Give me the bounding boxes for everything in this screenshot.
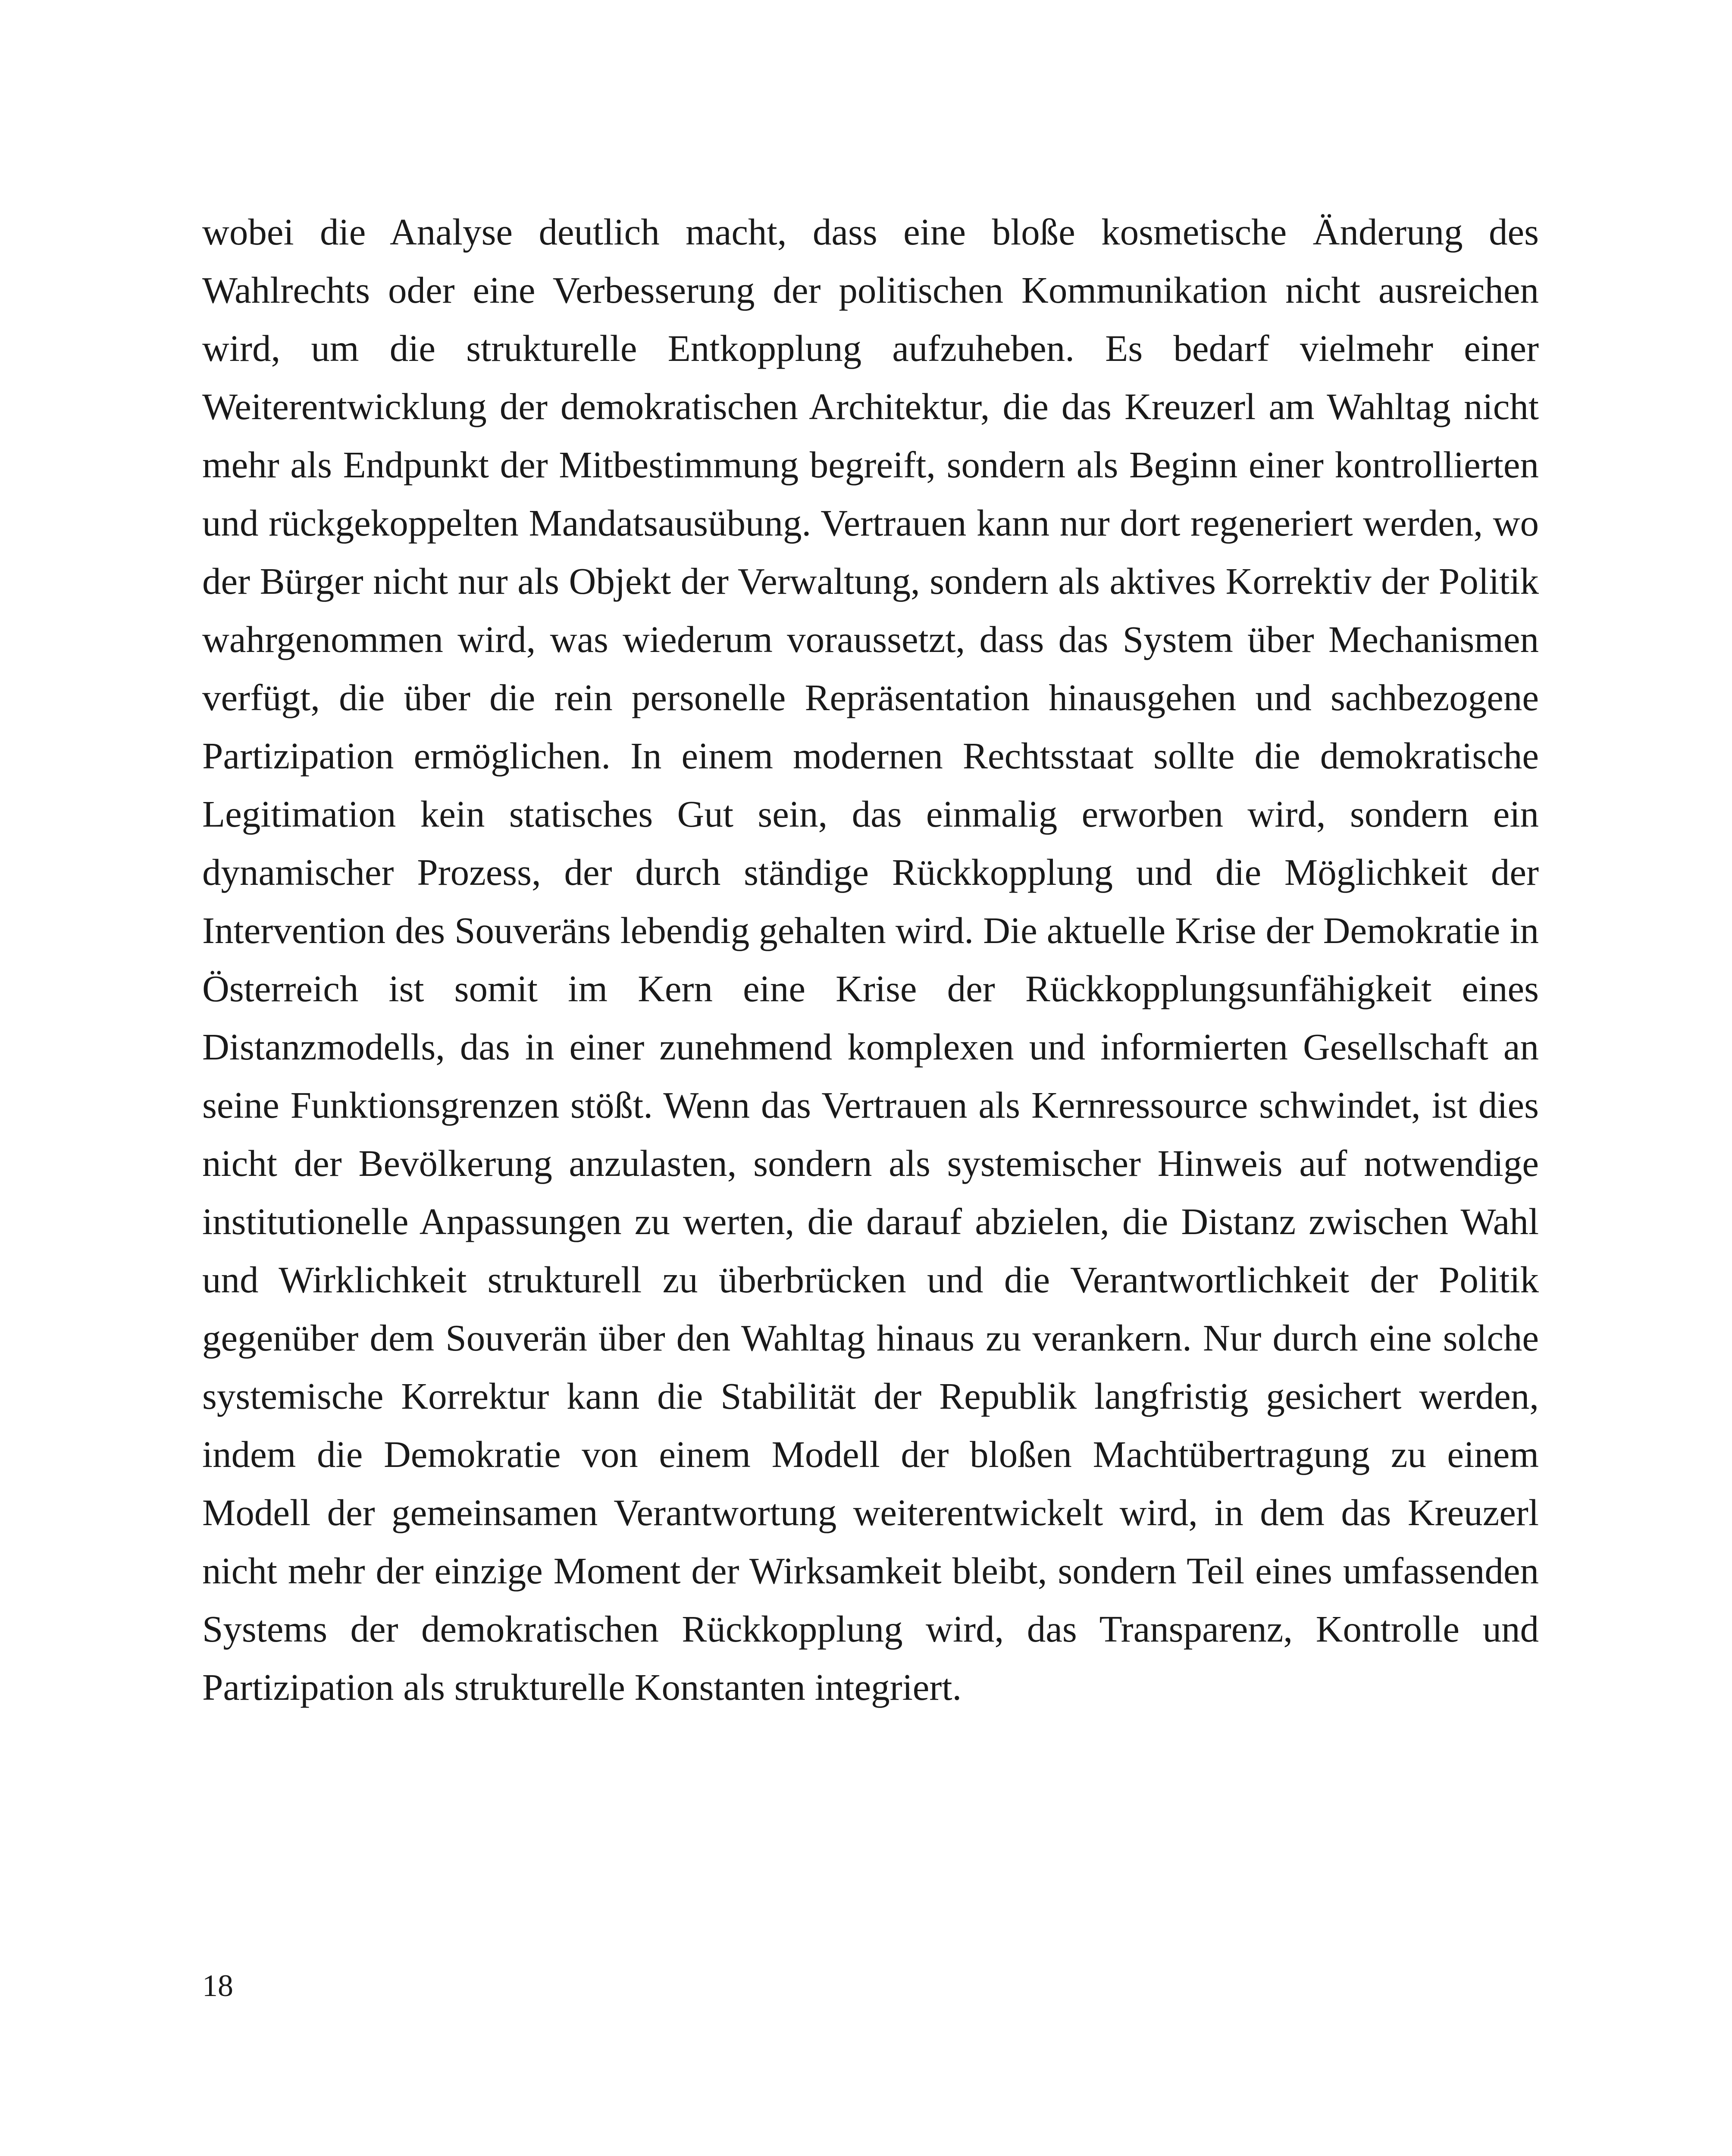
body-paragraph: wobei die Analyse deutlich macht, dass eine bloße kosmetische Änderung des Wahlrechts oder eine Verbesserung der politischen Kommunikation nicht ausreichen wird, um die strukturelle Entkopplung aufzuheben. Es bedarf vielmehr einer Weiterentwicklung der demokratischen Architektur, die das Kreuzerl am Wahltag nicht mehr als Endpunkt der Mitbestimmung begreift, sondern als Beginn einer kontrollierten und rückgekoppelten Mandatsausübung. Vertrauen kann nur dort regeneriert werden, wo der Bürger nicht nur als Objekt der Verwaltung, sondern als aktives Korrektiv der Politik wahrgenommen wird, was wiederum voraussetzt, dass das System über Mechanismen verfügt, die über die rein personelle Repräsentation hinausgehen und sachbezogene Partizipation ermöglichen. In einem modernen Rechtsstaat sollte die demokratische Legitimation kein statisches Gut sein, das einmalig erworben wird, sondern ein dynamischer Prozess, der durch ständige Rückkopplung und die Möglichkeit der Intervention des Souveräns lebendig gehalten wird. Die aktuelle Krise der Demokratie in Österreich ist somit im Kern eine Krise der Rückkopplungsunfähigkeit eines Distanzmodells, das in einer zunehmend komplexen und informierten Gesellschaft an seine Funktionsgrenzen stößt. Wenn das Vertrauen als Kernressource schwindet, ist dies nicht der Bevölkerung anzulasten, sondern als systemischer Hinweis auf notwendige institutionelle Anpassungen zu werten, die darauf abzielen, die Distanz zwischen Wahl und Wirklichkeit strukturell zu überbrücken und die Verantwortlichkeit der Politik gegenüber dem Souverän über den Wahltag hinaus zu verankern. Nur durch eine solche systemische Korrektur kann die Stabilität der Republik langfristig gesichert werden, indem die Demokratie von einem Modell der bloßen Machtübertragung zu einem Modell der gemeinsamen Verantwortung weiterentwickelt wird, in dem das Kreuzerl nicht mehr der einzige Moment der Wirksamkeit bleibt, sondern Teil eines umfassenden Systems der demokratischen Rückkopplung wird, das Transparenz, Kontrolle und Partizipation als strukturelle Konstanten integriert. xyxy=(202,211,1539,1708)
page-number: 18 xyxy=(202,1968,233,2003)
